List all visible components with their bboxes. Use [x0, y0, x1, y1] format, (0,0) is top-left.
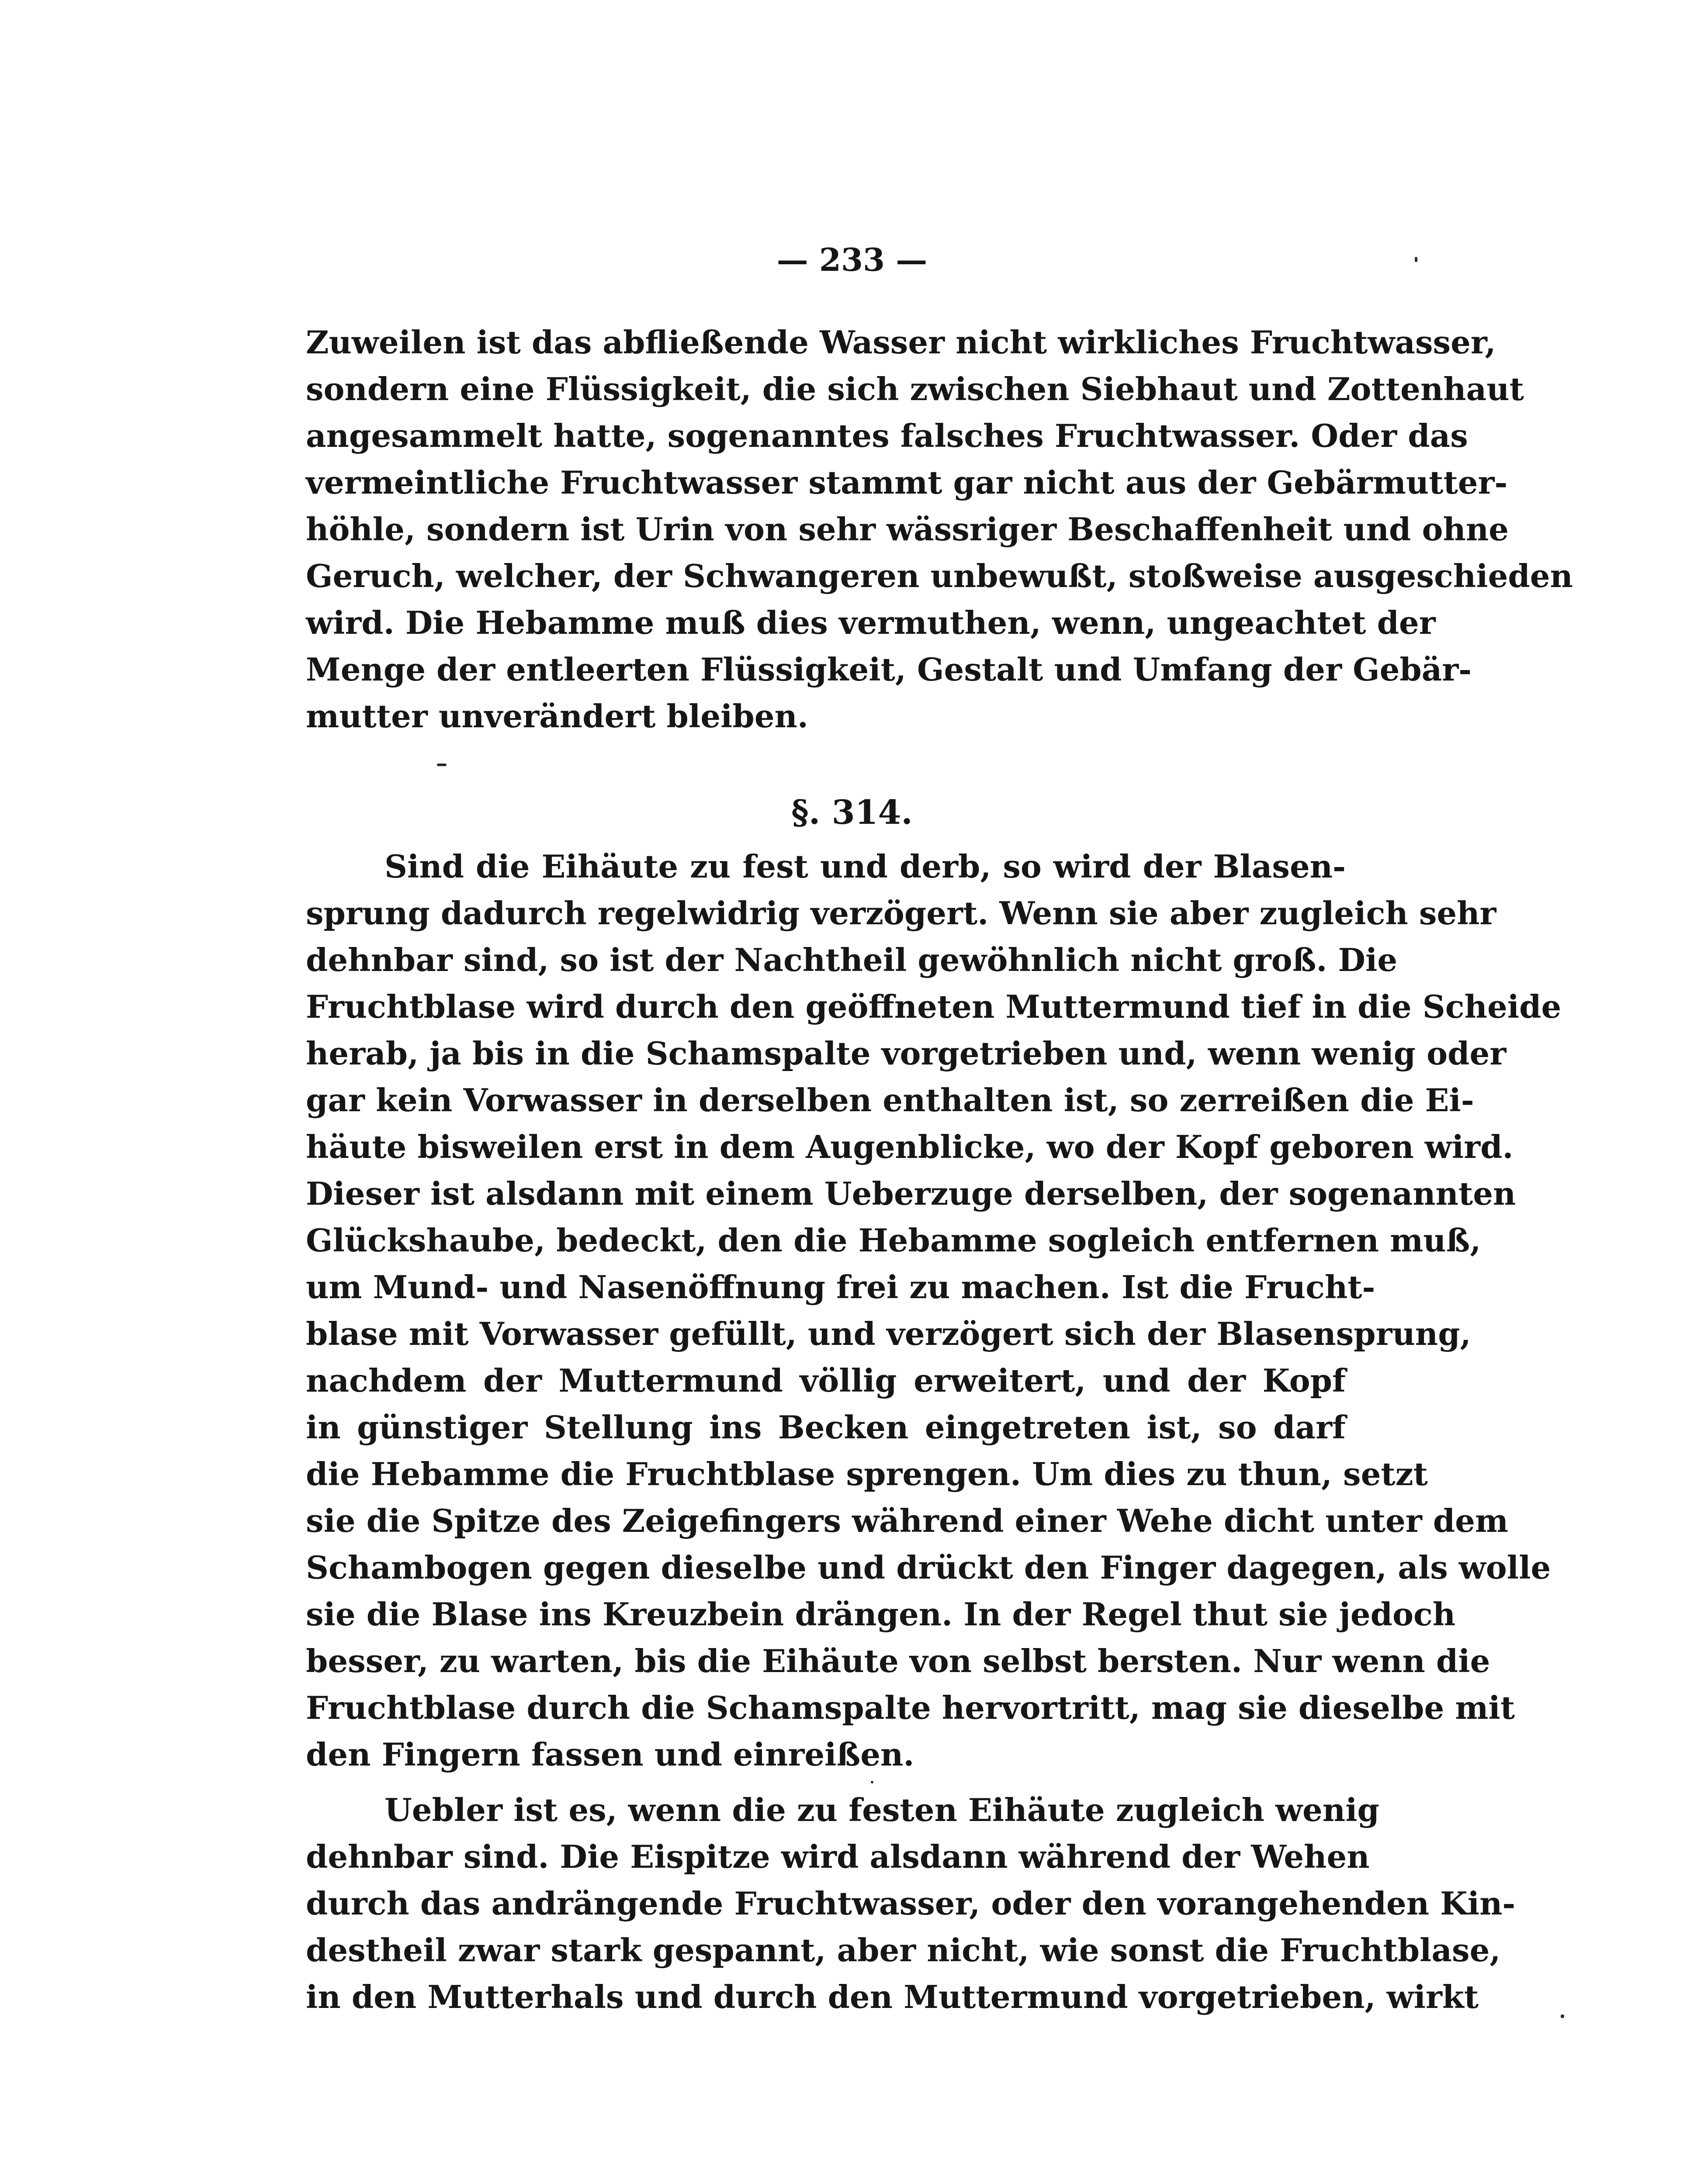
scan-speck — [1415, 257, 1417, 262]
text-line: nachdem der Muttermund völlig erweitert, und der Kopf — [306, 1362, 1346, 1399]
text-line: besser, zu warten, bis die Eihäute von selbst bersten. Nur wenn die — [306, 1642, 1490, 1679]
text-line: destheil zwar stark gespannt, aber nicht, wie sonst die Fruchtblase, — [306, 1932, 1501, 1969]
text-line: angesammelt hatte, sogenanntes falsches Fruchtwasser. Oder das — [306, 417, 1468, 454]
text-line: Geruch, welcher, der Schwangeren unbewußt, stoßweise ausgeschieden — [306, 557, 1573, 594]
text-line: vermeintliche Fruchtwasser stammt gar nicht aus der Gebärmutter- — [306, 464, 1508, 501]
paragraph-3 — [306, 1787, 1516, 2020]
scan-speck — [871, 1781, 873, 1783]
paragraph-2 — [306, 843, 1562, 1778]
text-line: wird. Die Hebamme muß dies vermuthen, wenn, ungeachtet der — [306, 604, 1436, 641]
text-line: dehnbar sind. Die Eispitze wird alsdann während der Wehen — [306, 1838, 1370, 1875]
text-line: gar kein Vorwasser in derselben enthalten ist, so zerreißen die Ei- — [306, 1082, 1474, 1119]
text-line: Sind die Eihäute zu fest und derb, so wird der Blasen- — [384, 848, 1346, 885]
text-line: Uebler ist es, wenn die zu festen Eihäute zugleich wenig — [384, 1791, 1379, 1828]
text-line: häute bisweilen erst in dem Augenblicke, wo der Kopf geboren wird. — [306, 1128, 1514, 1165]
text-line: in günstiger Stellung ins Becken eingetreten ist, so darf — [306, 1409, 1346, 1446]
text-line: Schambogen gegen dieselbe und drückt den Finger dagegen, als wolle — [306, 1549, 1551, 1586]
text-line: in den Mutterhals und durch den Muttermund vorgetrieben, wirkt — [306, 1978, 1479, 2015]
scan-speck — [437, 764, 447, 766]
text-line: Glückshaube, bedeckt, den die Hebamme sogleich entfernen muß, — [306, 1222, 1481, 1259]
text-line: herab, ja bis in die Schamspalte vorgetrieben und, wenn wenig oder — [306, 1035, 1507, 1072]
text-line: höhle, sondern ist Urin von sehr wässriger Beschaffenheit und ohne — [306, 511, 1509, 548]
text-line: mutter unverändert bleiben. — [306, 698, 808, 735]
text-line: sondern eine Flüssigkeit, die sich zwischen Siebhaut und Zottenhaut — [306, 370, 1524, 408]
text-line: Fruchtblase durch die Schamspalte hervortritt, mag sie dieselbe mit — [306, 1689, 1515, 1726]
scan-speck — [1561, 2015, 1564, 2018]
text-line: den Fingern fassen und einreißen. — [306, 1736, 914, 1773]
text-line: durch das andrängende Fruchtwasser, oder den vorangehenden Kin- — [306, 1885, 1516, 1922]
text-line: sie die Spitze des Zeigefingers während einer Wehe dicht unter dem — [306, 1502, 1509, 1539]
text-line: blase mit Vorwasser gefüllt, und verzögert sich der Blasensprung, — [306, 1315, 1471, 1352]
text-line: die Hebamme die Fruchtblase sprengen. Um dies zu thun, setzt — [306, 1455, 1428, 1493]
text-line: Dieser ist alsdann mit einem Ueberzuge derselben, der sogenannten — [306, 1175, 1516, 1212]
text-line: um Mund- und Nasenöffnung frei zu machen. Ist die Frucht- — [306, 1268, 1375, 1306]
text-line: sprung dadurch regelwidrig verzögert. Wenn sie aber zugleich sehr — [306, 895, 1496, 932]
text-line: dehnbar sind, so ist der Nachtheil gewöhnlich nicht groß. Die — [306, 941, 1398, 978]
section-heading: §. 314. — [791, 793, 913, 832]
text-line: Menge der entleerten Flüssigkeit, Gestalt und Umfang der Gebär- — [306, 651, 1472, 688]
page-number: — 233 — — [776, 241, 928, 278]
text-line: Zuweilen ist das abfließende Wasser nicht wirkliches Fruchtwasser, — [306, 324, 1496, 361]
text-line: sie die Blase ins Kreuzbein drängen. In der Regel thut sie jedoch — [306, 1596, 1456, 1633]
text-line: Fruchtblase wird durch den geöffneten Muttermund tief in die Scheide — [306, 988, 1562, 1025]
paragraph-1 — [306, 319, 1573, 740]
